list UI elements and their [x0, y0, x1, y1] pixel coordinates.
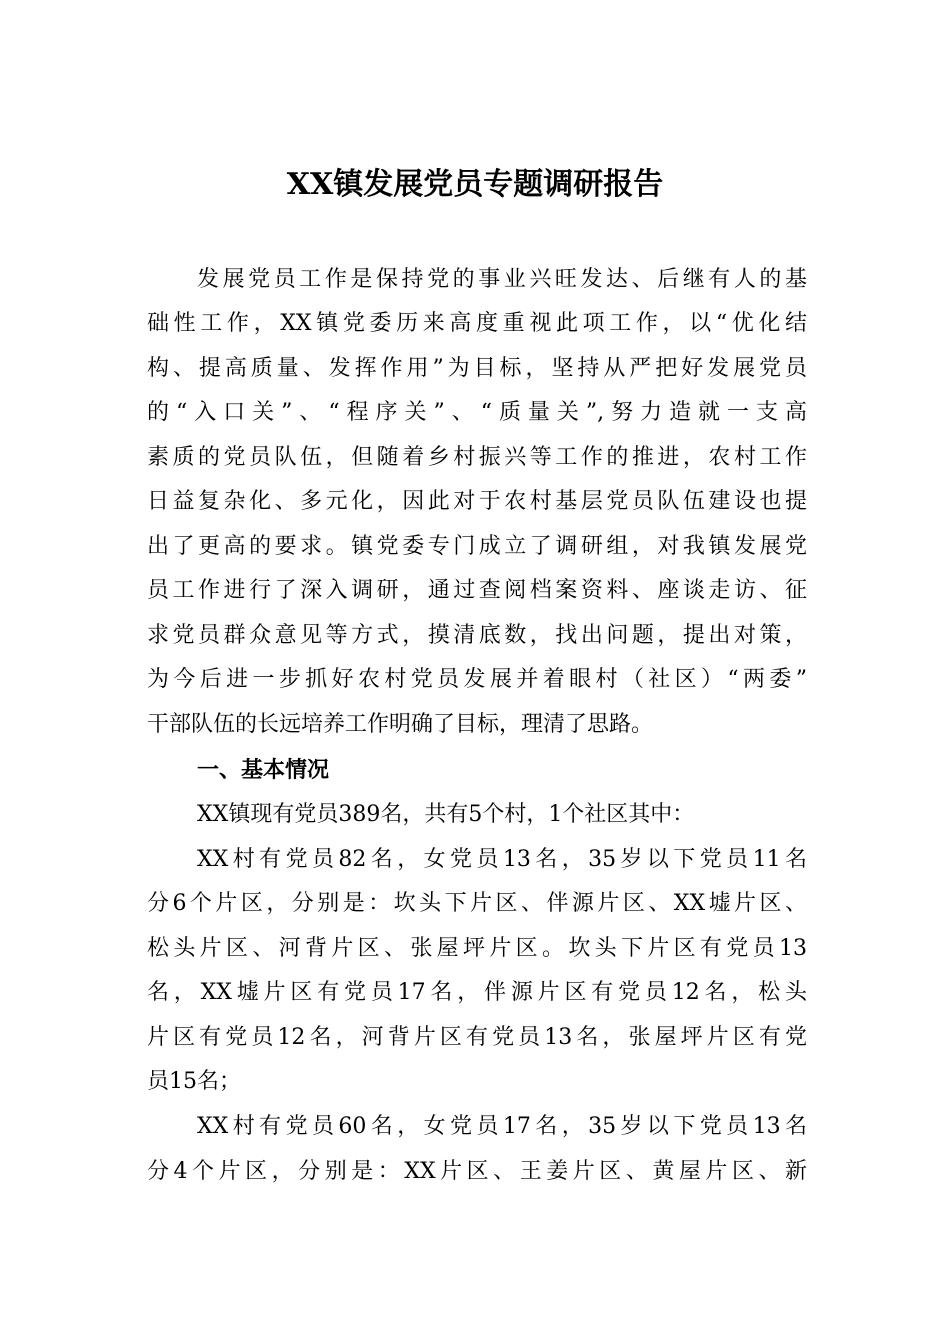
paragraph-line: 的“入口关”、“程序关”、“质量关”,努力造就一支高	[147, 400, 807, 425]
paragraph-line: 分6个片区，分别是：坎头下片区、伴源片区、XX墟片区、	[147, 891, 807, 916]
paragraph-line: 求党员群众意见等方式，摸清底数，找出问题，提出对策，	[147, 623, 807, 648]
paragraph-line: 员工作进行了深入调研，通过查阅档案资料、座谈走访、征	[147, 578, 807, 603]
paragraph-line: 发展党员工作是保持党的事业兴旺发达、后继有人的基	[197, 267, 807, 292]
paragraph-line: 出了更高的要求。镇党委专门成立了调研组，对我镇发展党	[147, 534, 807, 559]
paragraph-line: XX镇现有党员389名，共有5个村，1个社区其中：	[197, 802, 695, 827]
paragraph-line: 日益复杂化、多元化，因此对于农村基层党员队伍建设也提	[147, 489, 807, 514]
document-body	[147, 0, 807, 1344]
paragraph-line: 构、提高质量、发挥作用”为目标，坚持从严把好发展党员	[147, 356, 807, 381]
paragraph-line: XX村有党员60名，女党员17名，35岁以下党员13名	[197, 1114, 807, 1139]
paragraph-line: XX村有党员82名，女党员13名，35岁以下党员11名	[197, 847, 807, 872]
section-heading: 一、基本情况	[197, 758, 330, 783]
paragraph-line: 础性工作，XX镇党委历来高度重视此项工作，以“优化结	[147, 311, 807, 336]
paragraph-line: 干部队伍的长远培养工作明确了目标，理清了思路。	[147, 712, 654, 737]
paragraph-line: 素质的党员队伍，但随着乡村振兴等工作的推进，农村工作	[147, 445, 807, 470]
paragraph-line: 片区有党员12名，河背片区有党员13名，张屋坪片区有党	[147, 1025, 807, 1050]
paragraph-line: 为今后进一步抓好农村党员发展并着眼村（社区）“两委”	[147, 667, 807, 692]
paragraph-line: 松头片区、河背片区、张屋坪片区。坎头下片区有党员13	[147, 936, 807, 961]
paragraph-line: 名，XX墟片区有党员17名，伴源片区有党员12名，松头	[147, 980, 807, 1005]
paragraph-line: 分4个片区，分别是：XX片区、王姜片区、黄屋片区、新	[147, 1159, 807, 1184]
paragraph-line: 员15名；	[147, 1069, 241, 1094]
document-title: XX镇发展党员专题调研报告	[286, 167, 664, 202]
